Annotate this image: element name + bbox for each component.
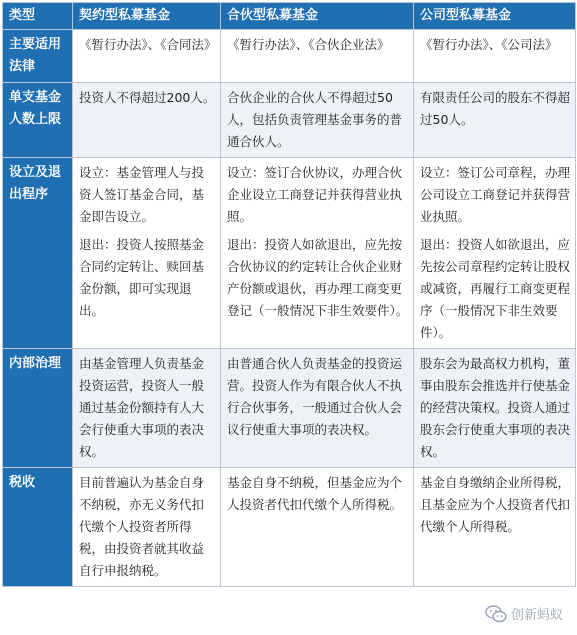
cell-paragraph: 有限责任公司的股东不得超过50人。 xyxy=(420,90,571,127)
table-cell xyxy=(73,158,221,349)
row-label: 内部治理 xyxy=(3,349,73,468)
table-cell xyxy=(73,468,221,587)
table-cell xyxy=(414,468,576,587)
table-cell xyxy=(414,30,576,83)
cell-paragraph: 基金自身缴纳企业所得税，且基金应为个人投资者代扣代缴个人所得税。 xyxy=(420,475,571,534)
cell-paragraph: 由基金管理人负责基金投资运营，投资人一般通过基金份额持有人大会行使重大事项的表决权。 xyxy=(79,356,205,459)
header-type: 类型 xyxy=(3,3,73,30)
row-label: 主要适用法律 xyxy=(3,30,73,83)
cell-paragraph: 设立：签订公司章程，办理公司设立工商登记并获得营业执照。 xyxy=(420,165,571,224)
table-cell xyxy=(221,158,414,349)
cell-paragraph: 《暂行办法》、《合伙企业法》 xyxy=(227,37,390,52)
cell-paragraph: 《暂行办法》、《公司法》 xyxy=(420,37,558,52)
table-row xyxy=(3,158,576,349)
table-cell xyxy=(73,30,221,83)
header-row xyxy=(3,3,576,30)
header-partnership-fund: 合伙型私募基金 xyxy=(221,3,414,30)
row-label: 税收 xyxy=(3,468,73,587)
cell-paragraph: 由普通合伙人负责基金的投资运营。投资人作为有限合伙人不执行合伙事务，一般通过合伙人会议行使重大事项的表决权。 xyxy=(227,356,403,437)
table-cell xyxy=(414,349,576,468)
table-cell xyxy=(221,83,414,158)
cell-paragraph: 股东会为最高权力机构，董事由股东会推选并行使基金的经营决策权。投资人通过股东会行使重大事项的表决权。 xyxy=(420,356,571,459)
cell-paragraph: 合伙企业的合伙人不得超过50人，包括负责管理基金事务的普通合伙人。 xyxy=(227,90,403,149)
table-body xyxy=(3,30,576,587)
table-cell xyxy=(221,349,414,468)
table-cell xyxy=(221,30,414,83)
watermark xyxy=(485,604,563,623)
table-row xyxy=(3,30,576,83)
comparison-table xyxy=(2,2,576,587)
table-cell xyxy=(73,349,221,468)
cell-paragraph: 目前普遍认为基金自身不纳税，亦无义务代扣代缴个人投资者所得税，由投资者就其收益自行申报纳税。 xyxy=(79,475,205,578)
cell-paragraph: 退出：投资人如欲退出，应先按公司章程约定转让股权或减资，再履行工商变更程序（一般情况下非生效要件）。 xyxy=(420,237,571,340)
table-cell xyxy=(414,158,576,349)
cell-paragraph: 设立：签订合伙协议，办理合伙企业设立工商登记并获得营业执照。 xyxy=(227,165,403,224)
table-row xyxy=(3,468,576,587)
cell-paragraph: 设立：基金管理人与投资人签订基金合同，基金即告设立。 xyxy=(79,165,205,224)
header-corporate-fund: 公司型私募基金 xyxy=(414,3,576,30)
cell-paragraph: 退出：投资人按照基金合同约定转让、赎回基金份额，即可实现退出。 xyxy=(79,237,205,318)
cell-paragraph: 退出：投资人如欲退出，应先按合伙协议的约定转让合伙企业财产份额或退伙，再办理工商变更登记（一般情况下非生效要件）。 xyxy=(227,237,409,318)
row-label: 设立及退出程序 xyxy=(3,158,73,349)
table-cell xyxy=(73,83,221,158)
table-row xyxy=(3,83,576,158)
table-cell xyxy=(414,83,576,158)
row-label: 单支基金人数上限 xyxy=(3,83,73,158)
cell-paragraph: 基金自身不纳税，但基金应为个人投资者代扣代缴个人所得税。 xyxy=(227,475,403,512)
watermark-text: 创新蚂蚁 xyxy=(510,608,563,623)
table-row xyxy=(3,349,576,468)
header-contract-fund: 契约型私募基金 xyxy=(73,3,221,30)
wechat-icon xyxy=(485,605,507,623)
table-cell xyxy=(221,468,414,587)
cell-paragraph: 《暂行办法》、《合同法》 xyxy=(79,37,217,52)
cell-paragraph: 投资人不得超过200人。 xyxy=(79,90,216,105)
